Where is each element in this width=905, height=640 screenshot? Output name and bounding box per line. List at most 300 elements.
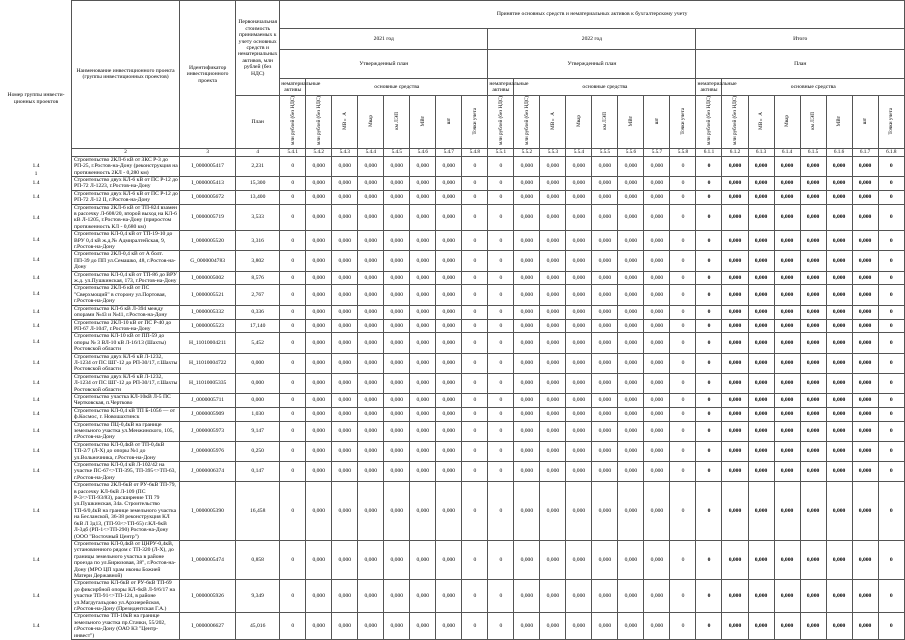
cell-2022-4: 0,000 [592, 393, 618, 407]
cell-total-4: 0,000 [800, 231, 826, 251]
cell-2021-5: 0,000 [410, 421, 436, 441]
cell-2022-7: 0 [670, 462, 696, 482]
cell-2022-0: 0 [488, 190, 514, 204]
cell-2022-7: 0 [670, 613, 696, 640]
group-code: 1.4 [32, 257, 40, 263]
fixed-assets-2022: основные средства [514, 79, 696, 96]
unit-2022-0 [514, 96, 540, 148]
cell-2021-5: 0,000 [410, 271, 436, 285]
cell-2022-0: 0 [488, 305, 514, 319]
cell-total-3: 0,000 [774, 540, 800, 579]
group-code: 1.4 [32, 323, 40, 329]
group-code: 1.4 [32, 360, 40, 366]
cell-total-4: 0,000 [800, 441, 826, 461]
cell-total-5: 0,000 [826, 540, 852, 579]
cell-2022-4: 0,000 [592, 156, 618, 176]
cell-total-2: 0,000 [748, 251, 774, 271]
cell-2022-4: 0,000 [592, 333, 618, 353]
cell-2021-2: 0,000 [332, 271, 358, 285]
investment-table [71, 0, 905, 640]
unit-2022-1 [540, 96, 566, 148]
cell-total-6: 0,000 [852, 613, 878, 640]
table-row [72, 285, 905, 305]
cell-2021-1: 0,000 [306, 393, 332, 407]
project-id: J_0000006374 [180, 462, 236, 482]
cell-2022-6: 0,000 [644, 204, 670, 231]
cell-2022-6: 0,000 [644, 393, 670, 407]
cell-2022-0: 0 [488, 271, 514, 285]
cell-2022-4: 0,000 [592, 176, 618, 190]
cell-2022-3: 0,000 [566, 333, 592, 353]
cell-2022-4: 0,000 [592, 190, 618, 204]
cell-total-7: 0 [878, 305, 904, 319]
cell-2022-6: 0,000 [644, 305, 670, 319]
cell-total-1: 0,000 [722, 540, 748, 579]
cell-2021-6: 0,000 [436, 462, 462, 482]
cell-total-5: 0,000 [826, 285, 852, 305]
cell-2022-1: 0,000 [514, 271, 540, 285]
cell-2022-3: 0,000 [566, 462, 592, 482]
cell-2022-5: 0,000 [618, 540, 644, 579]
cell-2022-3: 0,000 [566, 613, 592, 640]
cell-2022-4: 0,000 [592, 580, 618, 613]
cell-2021-1: 0,000 [306, 407, 332, 421]
cell-2021-4: 0,000 [384, 580, 410, 613]
cell-total-7: 0 [878, 373, 904, 393]
group-code: 1.4 [32, 237, 40, 243]
group-code: 1.4 [32, 339, 40, 345]
cell-total-1: 0,000 [722, 482, 748, 541]
cell-2022-2: 0,000 [540, 305, 566, 319]
cell-2022-2: 0,000 [540, 462, 566, 482]
cell-2022-1: 0,000 [514, 333, 540, 353]
cell-2022-1: 0,000 [514, 482, 540, 541]
fixed-assets-total: основные средства [722, 79, 905, 96]
project-id: I_0000005332 [180, 305, 236, 319]
cell-2022-6: 0,000 [644, 319, 670, 333]
year-2022-header: 2022 год [488, 29, 696, 50]
cell-2022-1: 0,000 [514, 353, 540, 373]
cell-2022-2: 0,000 [540, 231, 566, 251]
cell-2022-0: 0 [488, 393, 514, 407]
cell-2022-5: 0,000 [618, 580, 644, 613]
unit-2021-4 [410, 96, 436, 148]
cell-total-4: 0,000 [800, 333, 826, 353]
cell-2022-6: 0,000 [644, 441, 670, 461]
cell-2021-6: 0,000 [436, 271, 462, 285]
cell-total-3: 0,000 [774, 231, 800, 251]
cell-2022-4: 0,000 [592, 540, 618, 579]
cell-2021-6: 0,000 [436, 407, 462, 421]
cell-2022-4: 0,000 [592, 353, 618, 373]
table-row [72, 333, 905, 353]
cell-2021-2: 0,000 [332, 285, 358, 305]
col-num-total-3: 6.1.4 [774, 148, 800, 156]
unit-2022-2-text: Мвар [575, 114, 582, 127]
cell-2021-0: 0 [280, 407, 306, 421]
cell-2022-0: 0 [488, 613, 514, 640]
cell-total-3: 0,000 [774, 251, 800, 271]
project-name: Строительство двух КЛ-6 кВ от ПС Р-12 до РП-72 Л-1223, г.Ростов-на-Дону [72, 176, 180, 190]
cell-total-7: 0 [878, 407, 904, 421]
cell-2021-0: 0 [280, 190, 306, 204]
cell-total-1: 0,000 [722, 271, 748, 285]
unit-total-0 [722, 96, 748, 148]
unit-total-1-text: МВ×А [757, 111, 764, 130]
cell-total-6: 0,000 [852, 353, 878, 373]
cell-2022-6: 0,000 [644, 271, 670, 285]
cell-total-3: 0,000 [774, 319, 800, 333]
cell-total-1: 0,000 [722, 613, 748, 640]
cell-2022-1: 0,000 [514, 285, 540, 305]
cell-2022-2: 0,000 [540, 421, 566, 441]
project-name: Строительство 2КЛ-6кВ от РУ-6кВ ТП-79, в рассечку КЛ-6кВ Л-109 (ПС Р-3<>ТП-93/83), расширение ТП 79 ул.Пушкинская, 34а. Строительство ТП-6/0,4кВ на границе земельного участка на Бесланской, 36-38 реконструкция КЛ 6кВ Л 3д13, (ТП-93<>ТП-65) г.КЛ-6кВ Л-3дб (РП-1<>ТП-290) Ростов-на-Дону (ООО "Восточный Центр") [72, 482, 180, 541]
cell-total-1: 0,000 [722, 333, 748, 353]
cell-2021-2: 0,000 [332, 482, 358, 541]
cell-2021-3: 0,000 [358, 190, 384, 204]
cell-2021-2: 0,000 [332, 353, 358, 373]
cell-2021-2: 0,000 [332, 305, 358, 319]
cell-2022-0: 0 [488, 204, 514, 231]
unit-intangibles-2022-text: млн рублей (без НДС) [497, 96, 504, 146]
cell-2021-3: 0,000 [358, 176, 384, 190]
cell-2022-5: 0,000 [618, 482, 644, 541]
project-id: H_11010005335 [180, 373, 236, 393]
unit-2022-1-text: МВ×А [549, 111, 556, 130]
unit-total-6 [878, 96, 904, 148]
cell-total-5: 0,000 [826, 305, 852, 319]
cell-total-6: 0,000 [852, 462, 878, 482]
cell-2021-1: 0,000 [306, 271, 332, 285]
project-id: I_0000005474 [180, 540, 236, 579]
cell-total-2: 0,000 [748, 271, 774, 285]
cell-2021-3: 0,000 [358, 251, 384, 271]
cell-2022-2: 0,000 [540, 156, 566, 176]
cell-2022-7: 0 [670, 190, 696, 204]
table-row [72, 353, 905, 373]
cell-2022-7: 0 [670, 441, 696, 461]
unit-total-5-text: шт [861, 117, 868, 124]
cell-2022-2: 0,000 [540, 333, 566, 353]
cell-total-6: 0,000 [852, 421, 878, 441]
cell-total-4: 0,000 [800, 407, 826, 421]
unit-2022-5 [644, 96, 670, 148]
project-id: J_0000005711 [180, 393, 236, 407]
cell-2022-3: 0,000 [566, 204, 592, 231]
group-code: 1.4 [32, 428, 40, 434]
year-2021-header: 2021 год [280, 29, 488, 50]
cell-2021-5: 0,000 [410, 176, 436, 190]
cell-total-3: 0,000 [774, 190, 800, 204]
table-row [72, 462, 905, 482]
cell-2021-4: 0,000 [384, 231, 410, 251]
cell-2021-1: 0,000 [306, 156, 332, 176]
cell-2021-7: 0 [462, 393, 488, 407]
unit-2021-1-text: МВ×А [341, 111, 348, 130]
cell-2021-6: 0,000 [436, 285, 462, 305]
project-value: 17,140 [236, 319, 280, 333]
cell-2021-5: 0,000 [410, 441, 436, 461]
cell-2022-0: 0 [488, 333, 514, 353]
cell-total-4: 0,000 [800, 580, 826, 613]
cell-2021-6: 0,000 [436, 580, 462, 613]
cell-2022-2: 0,000 [540, 482, 566, 541]
cell-2022-1: 0,000 [514, 305, 540, 319]
table-row [72, 540, 905, 579]
cell-2021-6: 0,000 [436, 305, 462, 319]
cell-2021-6: 0,000 [436, 613, 462, 640]
cell-2021-1: 0,000 [306, 333, 332, 353]
cell-total-5: 0,000 [826, 613, 852, 640]
cell-2021-7: 0 [462, 373, 488, 393]
cell-2022-2: 0,000 [540, 271, 566, 285]
cell-2022-3: 0,000 [566, 251, 592, 271]
project-name: Строительство ТП-10кВ на границе земельного участка пр.Стачки, 55/202, г.Ростов-на-Дону (ОАО КЗ "Центр-инвест") [72, 613, 180, 640]
cell-2022-0: 0 [488, 176, 514, 190]
table-row [72, 613, 905, 640]
cell-2021-0: 0 [280, 373, 306, 393]
cell-2022-1: 0,000 [514, 393, 540, 407]
cell-2021-1: 0,000 [306, 176, 332, 190]
project-id: I_0000005523 [180, 319, 236, 333]
cell-2021-2: 0,000 [332, 373, 358, 393]
cell-2021-7: 0 [462, 319, 488, 333]
cell-2021-4: 0,000 [384, 462, 410, 482]
cell-2021-7: 0 [462, 540, 488, 579]
cell-2022-1: 0,000 [514, 407, 540, 421]
cell-2021-4: 0,000 [384, 305, 410, 319]
cell-2021-0: 0 [280, 333, 306, 353]
project-id: J_0000005976 [180, 441, 236, 461]
cell-2022-3: 0,000 [566, 319, 592, 333]
cell-total-0: 0 [696, 462, 722, 482]
cell-2021-7: 0 [462, 190, 488, 204]
project-id: H_11010004722 [180, 353, 236, 373]
project-id: I_0000005413 [180, 176, 236, 190]
project-value: 2,767 [236, 285, 280, 305]
cell-2022-5: 0,000 [618, 176, 644, 190]
cell-total-2: 0,000 [748, 580, 774, 613]
cell-total-2: 0,000 [748, 373, 774, 393]
project-value: 3,533 [236, 204, 280, 231]
cell-total-6: 0,000 [852, 373, 878, 393]
cell-2021-5: 0,000 [410, 190, 436, 204]
cell-2022-3: 0,000 [566, 305, 592, 319]
cell-total-6: 0,000 [852, 305, 878, 319]
cell-2022-6: 0,000 [644, 251, 670, 271]
cell-2021-3: 0,000 [358, 285, 384, 305]
col-num-2021-4: 5.4.5 [384, 148, 410, 156]
cell-total-0: 0 [696, 156, 722, 176]
cell-2022-7: 0 [670, 319, 696, 333]
cell-2022-7: 0 [670, 285, 696, 305]
cell-total-7: 0 [878, 393, 904, 407]
cell-2022-6: 0,000 [644, 482, 670, 541]
project-name: Строительство КЛ-0,4кВ от ТП-0,4кВ ТП-2/7 (Л-Х) до опоры №1 до ул.Вольночника, г.Ростов-на-Дону [72, 441, 180, 461]
cell-2021-4: 0,000 [384, 421, 410, 441]
cell-2021-3: 0,000 [358, 271, 384, 285]
cell-total-2: 0,000 [748, 421, 774, 441]
cell-total-0: 0 [696, 231, 722, 251]
cell-2021-5: 0,000 [410, 540, 436, 579]
cell-total-1: 0,000 [722, 353, 748, 373]
cell-total-2: 0,000 [748, 204, 774, 231]
project-name: Строительство КЛ-0,4 кВ от ТП-19-10 до ВРУ 0,4 кВ ж.д.№ Адмиралтейская, 9, г.Ростов-на-Дону [72, 231, 180, 251]
cell-2021-5: 0,000 [410, 251, 436, 271]
plan-total: План [696, 50, 905, 79]
cell-2022-4: 0,000 [592, 251, 618, 271]
cell-2021-4: 0,000 [384, 441, 410, 461]
cell-total-5: 0,000 [826, 319, 852, 333]
project-name: Строительство ПЦ-0,4кВ на границе земельного участка ул.Менжинского, 105, г.Ростов-на-Дону [72, 421, 180, 441]
project-id: J_0000005973 [180, 421, 236, 441]
cell-2021-3: 0,000 [358, 373, 384, 393]
accounting-header: Принятие основных средств и нематериальных активов к бухгалтерскому учету [280, 1, 905, 29]
cell-total-5: 0,000 [826, 231, 852, 251]
project-value: 15,300 [236, 176, 280, 190]
cell-2022-0: 0 [488, 285, 514, 305]
cell-2022-7: 0 [670, 393, 696, 407]
cell-2021-6: 0,000 [436, 353, 462, 373]
cell-2021-4: 0,000 [384, 190, 410, 204]
unit-2021-3 [384, 96, 410, 148]
cell-2021-4: 0,000 [384, 319, 410, 333]
cell-2022-4: 0,000 [592, 305, 618, 319]
cell-2021-7: 0 [462, 441, 488, 461]
cell-total-6: 0,000 [852, 176, 878, 190]
cell-2022-5: 0,000 [618, 204, 644, 231]
cell-total-2: 0,000 [748, 482, 774, 541]
cell-2021-1: 0,000 [306, 251, 332, 271]
table-row [72, 421, 905, 441]
cell-total-4: 0,000 [800, 176, 826, 190]
cell-2021-7: 0 [462, 580, 488, 613]
cell-2022-5: 0,000 [618, 613, 644, 640]
project-value: 3,316 [236, 231, 280, 251]
cell-total-1: 0,000 [722, 251, 748, 271]
group-column-header: Номер группы инвести-ционных проектов [7, 92, 65, 105]
group-column-number: 1 [34, 171, 38, 177]
cell-total-1: 0,000 [722, 305, 748, 319]
cell-2022-0: 0 [488, 231, 514, 251]
cell-2021-5: 0,000 [410, 156, 436, 176]
cell-2021-6: 0,000 [436, 204, 462, 231]
project-id: I_0000005390 [180, 482, 236, 541]
table-row [72, 176, 905, 190]
unit-total-2 [774, 96, 800, 148]
unit-total-0-text: млн рублей (без НДС) [731, 96, 738, 146]
project-name: Строительство 2КЛ-0,4 кВ от А болт. ПП-39 до ПП ул.Семашко, 48, г.Ростов-на-Дону [72, 251, 180, 271]
project-name: Строительство участка КЛ-10кВ Л-5 ПС Чертковская, п.Чертково [72, 393, 180, 407]
cell-2022-0: 0 [488, 319, 514, 333]
col-num-total-2: 6.1.3 [748, 148, 774, 156]
cell-2022-4: 0,000 [592, 407, 618, 421]
cell-total-5: 0,000 [826, 441, 852, 461]
cell-2021-4: 0,000 [384, 156, 410, 176]
cell-total-7: 0 [878, 462, 904, 482]
cell-2021-7: 0 [462, 613, 488, 640]
cell-total-6: 0,000 [852, 251, 878, 271]
cell-total-6: 0,000 [852, 285, 878, 305]
cell-total-7: 0 [878, 231, 904, 251]
cell-total-4: 0,000 [800, 482, 826, 541]
unit-2022-6 [670, 96, 696, 148]
cell-2021-5: 0,000 [410, 580, 436, 613]
cell-total-3: 0,000 [774, 373, 800, 393]
cell-2022-2: 0,000 [540, 580, 566, 613]
cell-2022-0: 0 [488, 540, 514, 579]
project-id: I_0000006627 [180, 613, 236, 640]
cell-2021-1: 0,000 [306, 441, 332, 461]
cell-2022-6: 0,000 [644, 580, 670, 613]
cell-total-7: 0 [878, 580, 904, 613]
group-code: 1.4 [32, 622, 40, 629]
group-code: 1.4 [32, 397, 40, 403]
cell-2021-1: 0,000 [306, 613, 332, 640]
cell-total-7: 0 [878, 540, 904, 579]
cell-2021-5: 0,000 [410, 333, 436, 353]
cell-2022-7: 0 [670, 373, 696, 393]
cell-2022-3: 0,000 [566, 271, 592, 285]
col-num-4: 4 [236, 148, 280, 156]
cell-2021-4: 0,000 [384, 176, 410, 190]
cell-total-1: 0,000 [722, 204, 748, 231]
cell-2022-2: 0,000 [540, 407, 566, 421]
cell-total-6: 0,000 [852, 333, 878, 353]
cell-2022-2: 0,000 [540, 540, 566, 579]
cell-total-4: 0,000 [800, 540, 826, 579]
cell-2021-7: 0 [462, 462, 488, 482]
cell-2022-1: 0,000 [514, 156, 540, 176]
cell-total-2: 0,000 [748, 540, 774, 579]
cell-total-5: 0,000 [826, 482, 852, 541]
cell-2021-3: 0,000 [358, 333, 384, 353]
cell-2021-0: 0 [280, 176, 306, 190]
cell-2021-2: 0,000 [332, 393, 358, 407]
cell-total-5: 0,000 [826, 421, 852, 441]
cell-2021-5: 0,000 [410, 305, 436, 319]
cell-2022-3: 0,000 [566, 285, 592, 305]
unit-2021-0-text: млн рублей (без НДС) [315, 96, 322, 146]
cell-2021-4: 0,000 [384, 204, 410, 231]
cell-2022-6: 0,000 [644, 333, 670, 353]
cell-total-3: 0,000 [774, 271, 800, 285]
unit-2021-4-text: МВт [419, 115, 426, 127]
cell-2021-0: 0 [280, 393, 306, 407]
cell-total-7: 0 [878, 333, 904, 353]
cell-2021-2: 0,000 [332, 462, 358, 482]
cell-2021-1: 0,000 [306, 204, 332, 231]
cell-2021-3: 0,000 [358, 305, 384, 319]
project-name: Строительство 2КЛ-6 кВ от ТП-824 взамен в рассечку Л-608/20, второй выход на КЛ-6 кВ Л-1205, г.Ростов-на-Дону (приростом протяженность КЛ - 0,680 км) [72, 204, 180, 231]
cell-total-0: 0 [696, 319, 722, 333]
cell-total-5: 0,000 [826, 393, 852, 407]
cell-total-5: 0,000 [826, 353, 852, 373]
group-code: 1.4 [32, 592, 40, 599]
cell-total-3: 0,000 [774, 482, 800, 541]
cell-2021-7: 0 [462, 407, 488, 421]
cell-2021-5: 0,000 [410, 482, 436, 541]
cell-total-7: 0 [878, 319, 904, 333]
project-value: 3,802 [236, 251, 280, 271]
cell-2021-0: 0 [280, 580, 306, 613]
cell-total-6: 0,000 [852, 231, 878, 251]
cell-total-3: 0,000 [774, 421, 800, 441]
cell-2021-4: 0,000 [384, 285, 410, 305]
cell-2022-1: 0,000 [514, 540, 540, 579]
cell-total-3: 0,000 [774, 407, 800, 421]
cell-total-5: 0,000 [826, 373, 852, 393]
